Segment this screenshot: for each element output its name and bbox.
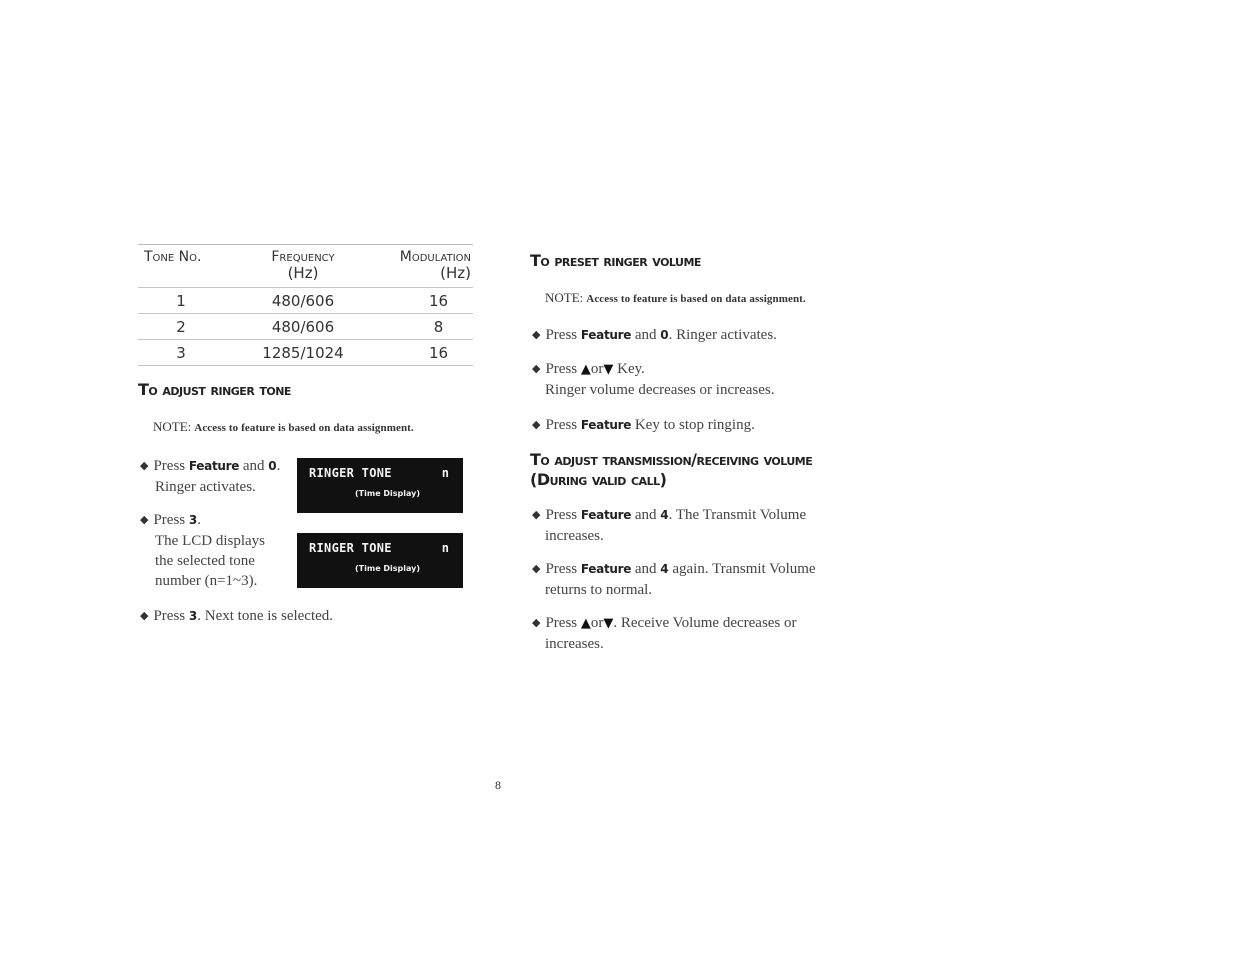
bullet-icon: ◆ [140,460,149,472]
table-row [138,340,473,366]
cell-tone-no: 1 [138,288,238,314]
digit-key-label: 4 [660,508,669,522]
step-press-3: ◆ Press 3. The LCD displays the selected tone number (n=1~3). [140,512,265,589]
bullet-icon: ◆ [532,509,541,521]
table-header-row [138,245,473,288]
feature-key-label: Feature [580,418,632,432]
cell-modulation: 8 [368,314,473,340]
note-right [545,290,806,306]
bullet-icon: ◆ [532,329,541,341]
step-press-feature-4-again: ◆ Press Feature and 4 again. Transmit Volume returns to normal. [532,561,816,598]
table-row [138,288,473,314]
up-arrow-icon: ▲ [580,362,591,377]
note-label: NOTE: [153,419,192,434]
step-press-feature-4: ◆ Press Feature and 4. The Transmit Volume increases. [532,507,807,544]
cell-tone-no: 3 [138,340,238,366]
header-tone-no: Tone No. [138,245,238,288]
cell-frequency: 480/606 [238,288,368,314]
digit-key-label: 3 [188,513,198,527]
lcd-line1: RINGER TONE [309,466,392,480]
lcd-tone-number: n [441,466,449,480]
note-label: NOTE: [545,290,584,305]
bullet-icon: ◆ [532,617,541,629]
cell-modulation: 16 [368,288,473,314]
tone-table [138,244,473,366]
note-left [153,419,414,435]
up-arrow-icon: ▲ [580,616,591,631]
feature-key-label: Feature [188,459,240,473]
table-row [138,314,473,340]
digit-key-label: 0 [268,459,277,473]
header-modulation: Modulation (Hz) [368,245,473,288]
step-press-up-down-receive: ◆ Press ▲or▼. Receive Volume decreases or increases. [532,615,797,652]
bullet-icon: ◆ [140,514,149,526]
bullet-icon: ◆ [532,563,541,575]
step-press-feature-0: ◆ Press Feature and 0. Ringer activates. [140,458,281,495]
lcd-tone-number: n [441,541,449,555]
bullet-icon: ◆ [532,363,541,375]
down-arrow-icon: ▼ [603,362,614,377]
digit-key-label: 4 [660,562,669,576]
lcd-line2: (Time Display) [355,489,421,498]
bullet-icon: ◆ [140,610,149,622]
note-text: Access to feature is based on data assignment. [194,422,414,434]
lcd-display-1 [297,458,463,513]
feature-key-label: Feature [580,508,632,522]
step-press-up-down: ◆ Press ▲or▼ Key. Ringer volume decreases or increases. [532,361,775,398]
digit-key-label: 3 [188,609,198,623]
down-arrow-icon: ▼ [603,616,614,631]
step-press-3-next: ◆ Press 3. Next tone is selected. [140,608,334,624]
note-text: Access to feature is based on data assignment. [586,293,806,305]
heading-adjust-ringer-tone: To adjust ringer tone [138,380,291,399]
cell-frequency: 480/606 [238,314,368,340]
page-number: 8 [495,778,501,792]
feature-key-label: Feature [580,328,632,342]
digit-key-label: 0 [660,328,669,342]
bullet-icon: ◆ [532,419,541,431]
cell-frequency: 1285/1024 [238,340,368,366]
cell-tone-no: 2 [138,314,238,340]
step-press-feature-stop: ◆ Press Feature Key to stop ringing. [532,417,755,433]
feature-key-label: Feature [580,562,632,576]
heading-preset-ringer-volume: To preset ringer volume [530,251,701,270]
header-frequency: Frequency (Hz) [238,245,368,288]
lcd-line2: (Time Display) [355,564,421,573]
step-press-feature-0-right: ◆ Press Feature and 0. Ringer activates. [532,327,777,343]
lcd-line1: RINGER TONE [309,541,392,555]
lcd-display-2 [297,533,463,588]
heading-adjust-transmission-volume: To adjust transmission/receiving volume (During valid call) [530,450,813,489]
cell-modulation: 16 [368,340,473,366]
